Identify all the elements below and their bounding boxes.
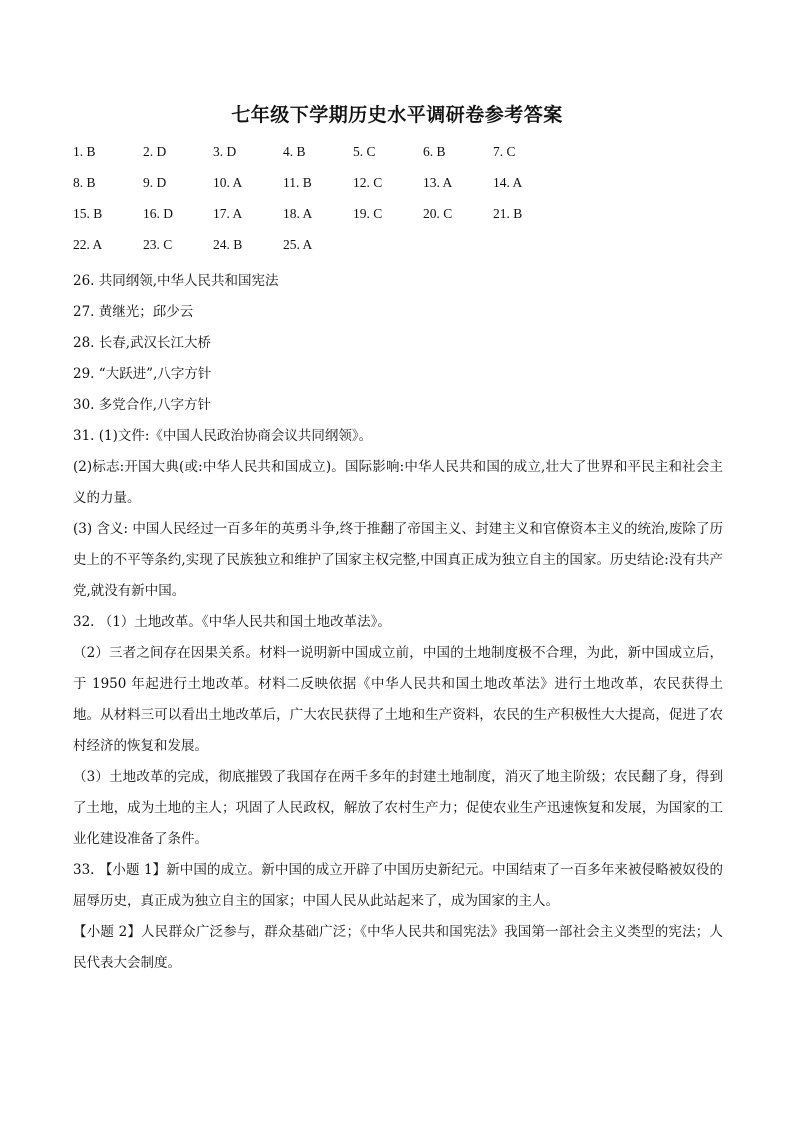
mc-answer: 20. C (423, 206, 453, 221)
answer-26: 26. 共同纲领,中华人民共和国宪法 (73, 273, 279, 289)
mc-row (73, 142, 733, 173)
mc-answer: 16. D (143, 206, 173, 221)
mc-answer: 11. B (283, 175, 312, 190)
mc-answer: 14. A (493, 175, 523, 190)
mc-answer: 24. B (213, 237, 243, 252)
mc-answer: 9. D (143, 175, 167, 190)
answer-32-part-1: 32. （1）土地改革。《中华人民共和国土地改革法》。 (73, 614, 391, 630)
page-title: 七年级下学期历史水平调研卷参考答案 (231, 104, 563, 126)
answer-29: 29. “大跃进”,八字方针 (73, 366, 212, 382)
mc-row (73, 204, 733, 235)
answer-31-part-3: (3) 含义: 中国人民经过一百多年的英勇斗争,终于推翻了帝国主义、封建主义和官僚资本主义的统治,废除了历史上的不平等条约,实现了民族独立和维护了国家主权完整,中国真正成为独立自主的国家。历史结论:没有共产党,就没有新中国。 (73, 521, 723, 599)
answer-33-part-2: 【小题 2】人民群众广泛参与，群众基础广泛；《中华人民共和国宪法》我国第一部社会主义类型的宪法；人民代表大会制度。 (73, 924, 723, 971)
mc-answer: 18. A (283, 206, 313, 221)
answer-32-part-3: （3）土地改革的完成，彻底摧毁了我国存在两千多年的封建土地制度，消灭了地主阶级；农民翻了身，得到了土地，成为土地的主人；巩固了人民政权，解放了农村生产力；促使农业生产迅速恢复和发展，为国家的工业化建设准备了条件。 (73, 769, 723, 847)
mc-answer: 17. A (213, 206, 243, 221)
mc-answer: 12. C (353, 175, 383, 190)
mc-answer: 13. A (423, 175, 453, 190)
mc-answer: 7. C (493, 144, 516, 159)
mc-answer: 6. B (423, 144, 446, 159)
mc-answer: 4. B (283, 144, 306, 159)
multiple-choice-answers (73, 142, 733, 266)
answer-31-part-2: (2)标志:开国大典(或:中华人民共和国成立)。国际影响:中华人民共和国的成立,壮大了世界和平民主和社会主义的力量。 (73, 459, 723, 506)
answer-32-part-2: （2）三者之间存在因果关系。材料一说明新中国成立前，中国的土地制度极不合理，为此，新中国成立后，于 1950 年起进行土地改革。材料二反映依据《中华人民共和国土地改革法》进行土地改革，农民获得土地。从材料三可以看出土地改革后，广大农民获得了土地和生产资料，农民的生产积极性大大提高，促进了农村经济的恢复和发展。 (73, 645, 723, 754)
mc-answer: 21. B (493, 206, 523, 221)
answer-31-part-1: 31. (1)文件:《中国人民政治协商会议共同纲领》。 (73, 428, 373, 444)
mc-row (73, 173, 733, 204)
answer-28: 28. 长春,武汉长江大桥 (73, 335, 212, 351)
mc-answer: 15. B (73, 206, 103, 221)
answer-33-part-1: 33. 【小题 1】新中国的成立。新中国的成立开辟了中国历史新纪元。中国结束了一百多年来被侵略被奴役的屈辱历史，真正成为独立自主的国家；中国人民从此站起来了，成为国家的主人。 (73, 862, 723, 909)
mc-answer: 1. B (73, 144, 96, 159)
mc-answer: 23. C (143, 237, 173, 252)
answer-30: 30. 多党合作,八字方针 (73, 397, 212, 413)
mc-answer: 2. D (143, 144, 167, 159)
mc-answer: 8. B (73, 175, 96, 190)
mc-answer: 25. A (283, 237, 313, 252)
mc-answer: 19. C (353, 206, 383, 221)
mc-answer: 22. A (73, 237, 103, 252)
answer-27: 27. 黄继光；邱少云 (73, 304, 194, 320)
mc-row (73, 235, 733, 266)
written-answers (73, 266, 723, 979)
mc-answer: 5. C (353, 144, 376, 159)
mc-answer: 10. A (213, 175, 243, 190)
mc-answer: 3. D (213, 144, 237, 159)
